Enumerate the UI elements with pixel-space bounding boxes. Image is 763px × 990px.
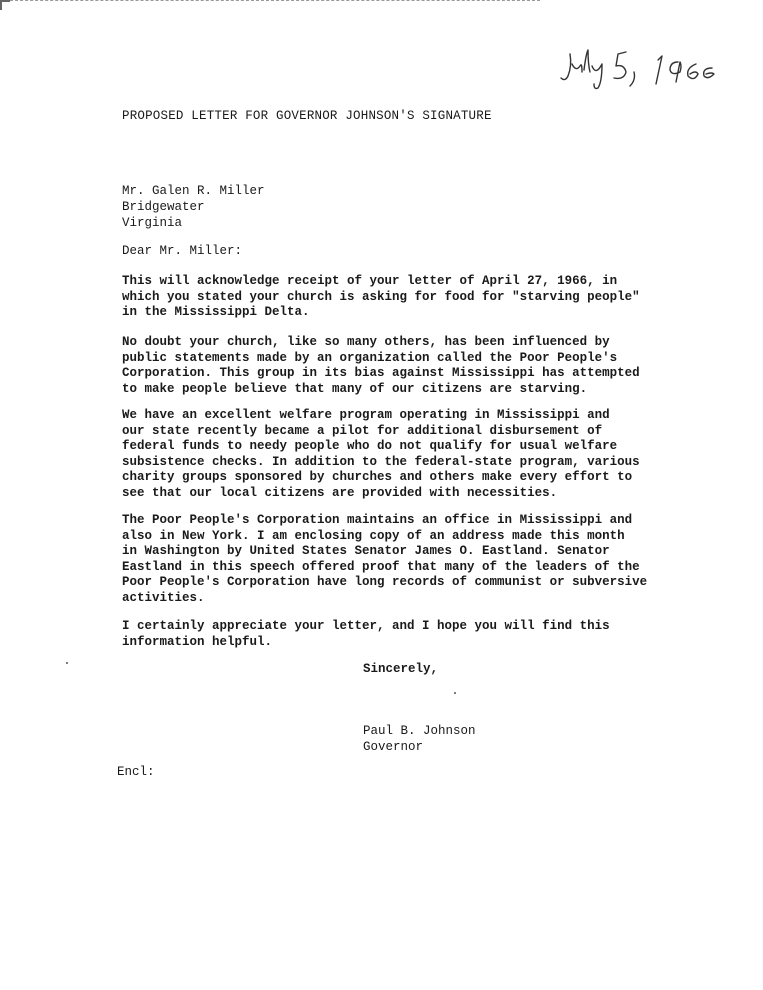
recipient-address: [122, 183, 265, 231]
handwritten-date: [558, 42, 718, 92]
paragraph-line: to make people believe that many of our citizens are starving.: [122, 381, 588, 396]
paragraph-line: The Poor People's Corporation maintains an office in Mississippi and: [122, 513, 633, 527]
signer-name: Paul B. Johnson: [363, 724, 476, 738]
scan-speck: [66, 662, 68, 664]
paragraph-line: federal funds to needy people who do not qualify for usual welfare: [122, 439, 618, 453]
signer-title: Governor: [363, 740, 424, 754]
paragraph-line: Eastland in this speech offered proof that many of the leaders of the: [122, 559, 640, 574]
scan-corner-mark: [0, 0, 10, 10]
paragraph-line: subsistence checks. In addition to the federal-state program, various: [122, 454, 640, 469]
paragraph-welfare: [122, 408, 640, 501]
enclosure-note: Encl:: [117, 765, 155, 779]
paragraph-line: Poor People's Corporation have long records of communist or subversive: [122, 575, 648, 589]
recipient-name: Mr. Galen R. Miller: [122, 184, 265, 198]
closing: Sincerely,: [363, 662, 439, 676]
paragraph-line: This will acknowledge receipt of your letter of April 27, 1966, in: [122, 274, 618, 288]
paragraph-line: charity groups sponsored by churches and others make every effort to: [122, 470, 633, 484]
paragraph-line: also in New York. I am enclosing copy of an address made this month: [122, 528, 625, 543]
paragraph-line: No doubt your church, like so many others, has been influenced by: [122, 335, 610, 349]
paragraph-appreciation: [122, 619, 610, 650]
paragraph-line: I certainly appreciate your letter, and I hope you will find this: [122, 619, 610, 633]
paragraph-line: Corporation. This group in its bias against Mississippi has attempted: [122, 366, 640, 380]
signature-block: [363, 723, 476, 755]
paragraph-line: We have an excellent welfare program operating in Mississippi and: [122, 408, 610, 422]
recipient-city: Bridgewater: [122, 200, 205, 214]
recipient-state: Virginia: [122, 216, 183, 230]
paragraph-line: see that our local citizens are provided with necessities.: [122, 485, 558, 500]
paragraph-line: information helpful.: [122, 634, 273, 649]
paragraph-line: in Washington by United States Senator James O. Eastland. Senator: [122, 544, 610, 558]
salutation: Dear Mr. Miller:: [122, 244, 243, 258]
scan-speck: [454, 692, 456, 694]
paragraph-line: our state recently became a pilot for additional disbursement of: [122, 423, 603, 438]
paragraph-influence: [122, 335, 640, 397]
scan-edge-marks: [0, 0, 540, 5]
paragraph-line: activities.: [122, 590, 205, 605]
handwritten-date-drawing: [558, 42, 718, 92]
paragraph-line: which you stated your church is asking for food for "starving people": [122, 289, 640, 304]
letter-heading: PROPOSED LETTER FOR GOVERNOR JOHNSON'S SIGNATURE: [122, 109, 492, 123]
paragraph-line: in the Mississippi Delta.: [122, 305, 310, 319]
paragraph-line: public statements made by an organization called the Poor People's: [122, 350, 618, 365]
paragraph-corporation: [122, 513, 647, 606]
paragraph-acknowledgement: [122, 274, 640, 321]
